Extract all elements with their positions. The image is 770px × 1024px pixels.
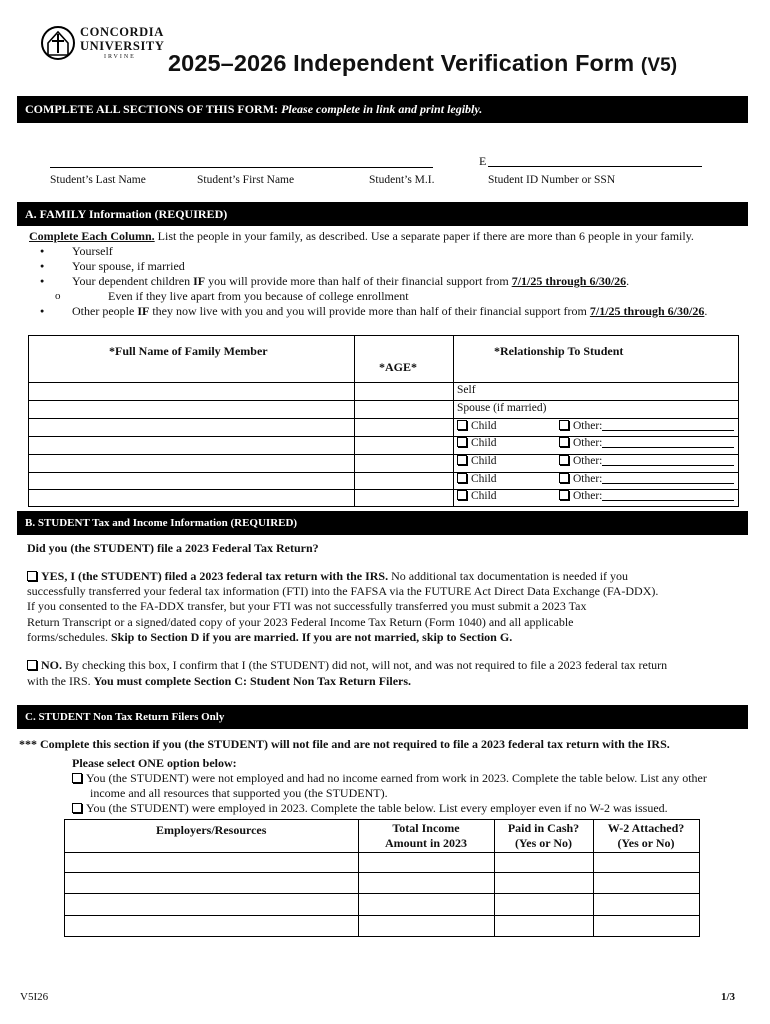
logo-text-line1: CONCORDIA [80, 25, 164, 39]
list-item-text: they now live with you and you will provide more than half of their financial support from [149, 304, 590, 318]
no-option [27, 658, 747, 689]
page-number: 1/3 [721, 991, 736, 1003]
student-id-line[interactable] [488, 166, 702, 167]
form-version: (V5) [640, 55, 678, 76]
section-c-notice: *** Complete this section if you (the STUDENT) will not file and are not required to file a 2023 federal tax return with the IRS. [19, 737, 670, 751]
table-divider [453, 336, 454, 506]
tax-return-question: Did you (the STUDENT) file a 2023 Federal Tax Return? [27, 541, 319, 555]
other-label: Other: [573, 455, 603, 467]
column-header-relationship: *Relationship To Student [494, 344, 624, 358]
column-header-age: *AGE* [379, 360, 418, 374]
university-logo [40, 23, 165, 65]
list-item-emphasis: IF [193, 274, 206, 288]
section-a-instructions [29, 229, 694, 244]
yes-text: Return Transcript or a signed/dated copy of your 2023 Federal Income Tax Return (Form 1040) and all applicable [27, 614, 574, 629]
relationship-spouse: Spouse (if married) [457, 402, 547, 414]
w2-header-line: (Yes or No) [617, 836, 675, 850]
relationship-row [457, 420, 497, 432]
income-header-line: Amount in 2023 [384, 836, 467, 850]
other-label: Other: [573, 473, 603, 485]
list-item [72, 259, 707, 274]
intro-bar [17, 96, 748, 123]
no-line [27, 658, 747, 674]
yes-text: successfully transferred your federal tax information (FTI) into the FAFSA via the FUTURE Act Direct Data Exchange (FA-DDX). [27, 584, 659, 599]
column-header-income [358, 821, 494, 851]
list-item-text: Your spouse, if married [72, 259, 185, 273]
student-id-label: Student ID Number or SSN [488, 174, 616, 186]
section-b-header [17, 511, 748, 535]
column-header-w2 [593, 821, 699, 851]
list-item [72, 244, 707, 259]
no-checkbox[interactable] [27, 660, 37, 670]
relationship-other [559, 455, 734, 467]
child-checkbox[interactable] [457, 490, 467, 500]
first-name-label: Student’s First Name [197, 174, 295, 186]
cash-header-line: Paid in Cash? [507, 821, 580, 835]
section-c-header [17, 705, 748, 729]
table-row-line [29, 418, 738, 419]
child-checkbox[interactable] [457, 473, 467, 483]
no-line [27, 674, 747, 690]
middle-initial-label: Student’s M.I. [369, 174, 435, 186]
yes-line [27, 569, 747, 584]
yes-text: No additional tax documentation is needed if you [388, 569, 629, 583]
list-item-text: Yourself [72, 244, 113, 258]
relationship-other [559, 473, 734, 485]
child-checkbox[interactable] [457, 437, 467, 447]
table-row-line [65, 872, 699, 873]
chapel-icon [40, 23, 76, 63]
family-table [28, 335, 739, 507]
yes-option [27, 569, 747, 645]
logo-text-line2: UNIVERSITY [80, 39, 165, 53]
relationship-other [559, 437, 734, 449]
relationship-other [559, 490, 734, 502]
list-subitem [72, 289, 707, 304]
list-item-text: Other people [72, 304, 138, 318]
section-c-instruction: You must complete Section C: Student Non Tax Return Filers. [93, 673, 412, 688]
yes-text: forms/schedules. [27, 629, 111, 644]
no-label: NO. [41, 658, 62, 672]
instructions-lead: Complete Each Column. [29, 229, 155, 243]
support-dates: 7/1/25 through 6/30/26 [511, 274, 627, 288]
relationship-row [457, 437, 497, 449]
w2-header-line: W-2 Attached? [607, 821, 685, 835]
page-title [168, 50, 677, 77]
list-item-text: . [626, 274, 630, 288]
intro-bar-text [25, 102, 482, 117]
relationship-self: Self [457, 384, 476, 396]
table-row-line [65, 893, 699, 894]
list-item-emphasis: IF [137, 304, 150, 318]
child-label: Child [471, 437, 497, 449]
child-label: Child [471, 473, 497, 485]
yes-text: If you consented to the FA-DDX transfer, but your FTI was not successfully transferred you must submit a 2023 Tax [27, 599, 587, 614]
option-text: You (the STUDENT) were not employed and had no income earned from work in 2023. Complete the table below. List any other [86, 771, 707, 785]
no-text: with the IRS. [27, 673, 94, 688]
other-line[interactable] [602, 437, 734, 448]
list-item-text: Even if they live apart from you because of college enrollment [108, 289, 409, 303]
list-item [72, 304, 707, 319]
option-list [72, 771, 707, 816]
other-checkbox[interactable] [559, 420, 569, 430]
skip-instruction: Skip to Section D if you are married. If you are not married, skip to Section G. [110, 629, 513, 644]
yes-line [27, 630, 747, 645]
section-b-title: B. STUDENT Tax and Income Information (REQUIRED) [25, 517, 298, 529]
family-member-list [72, 244, 707, 319]
other-checkbox[interactable] [559, 490, 569, 500]
other-line[interactable] [602, 420, 734, 431]
column-header-name: *Full Name of Family Member [109, 344, 268, 358]
table-row-line [29, 400, 738, 401]
section-a-title: A. FAMILY Information (REQUIRED) [25, 207, 228, 221]
list-item-text: you will provide more than half of their financial support from [205, 274, 512, 288]
other-label: Other: [573, 420, 603, 432]
child-label: Child [471, 455, 497, 467]
employers-table [64, 819, 700, 937]
option-text: income and all resources that supported you (the STUDENT). [90, 786, 388, 800]
table-row-line [65, 915, 699, 916]
other-checkbox[interactable] [559, 473, 569, 483]
list-item [72, 274, 707, 289]
option-text: You (the STUDENT) were employed in 2023. Complete the table below. List every employer even if no W-2 was issued. [86, 801, 668, 815]
student-id-prefix: E [479, 154, 487, 168]
section-a-header [17, 202, 748, 226]
employed-checkbox[interactable] [72, 803, 82, 813]
support-dates: 7/1/25 through 6/30/26 [589, 304, 705, 318]
column-header-cash [494, 821, 593, 851]
relationship-row [457, 490, 497, 502]
yes-checkbox[interactable] [27, 571, 37, 581]
relationship-row [457, 473, 497, 485]
table-row-line [65, 852, 699, 853]
section-c-title: C. STUDENT Non Tax Return Filers Only [25, 711, 225, 723]
list-item-text: . [704, 304, 708, 318]
cash-header-line: (Yes or No) [514, 836, 573, 850]
other-line[interactable] [602, 490, 734, 501]
form-code: V5I26 [20, 991, 49, 1003]
logo-text-line3: IRVINE [104, 54, 136, 60]
column-header-employers: Employers/Resources [156, 823, 267, 837]
other-checkbox[interactable] [559, 455, 569, 465]
not-employed-checkbox[interactable] [72, 773, 82, 783]
other-label: Other: [573, 490, 603, 502]
list-item-text: Your dependent children [72, 274, 194, 288]
table-row-line [29, 382, 738, 383]
intro-bar-label: COMPLETE ALL SECTIONS OF THIS FORM: [25, 102, 279, 116]
intro-bar-instruction: Please complete in link and print legibly. [281, 102, 483, 116]
other-label: Other: [573, 437, 603, 449]
relationship-row [457, 455, 497, 467]
child-checkbox[interactable] [457, 455, 467, 465]
child-checkbox[interactable] [457, 420, 467, 430]
relationship-other [559, 420, 734, 432]
last-name-label: Student’s Last Name [50, 174, 146, 186]
income-header-line: Total Income [392, 821, 460, 835]
child-label: Child [471, 420, 497, 432]
option-not-employed [72, 771, 707, 786]
yes-label: YES, I (the STUDENT) filed a 2023 federal tax return with the IRS. [41, 569, 389, 583]
other-checkbox[interactable] [559, 437, 569, 447]
other-line[interactable] [602, 473, 734, 484]
other-line[interactable] [602, 455, 734, 466]
student-name-line[interactable] [50, 167, 433, 168]
select-one-label: Please select ONE option below: [72, 756, 237, 770]
title-text: 2025–2026 Independent Verification Form [168, 50, 635, 76]
table-divider [354, 336, 355, 506]
instructions-rest: List the people in your family, as described. Use a separate paper if there are more than 6 people in your family. [154, 229, 694, 243]
no-text: By checking this box, I confirm that I (the STUDENT) did not, will not, and was not required to file a 2023 federal tax return [62, 658, 668, 672]
child-label: Child [471, 490, 497, 502]
option-employed [72, 801, 707, 816]
